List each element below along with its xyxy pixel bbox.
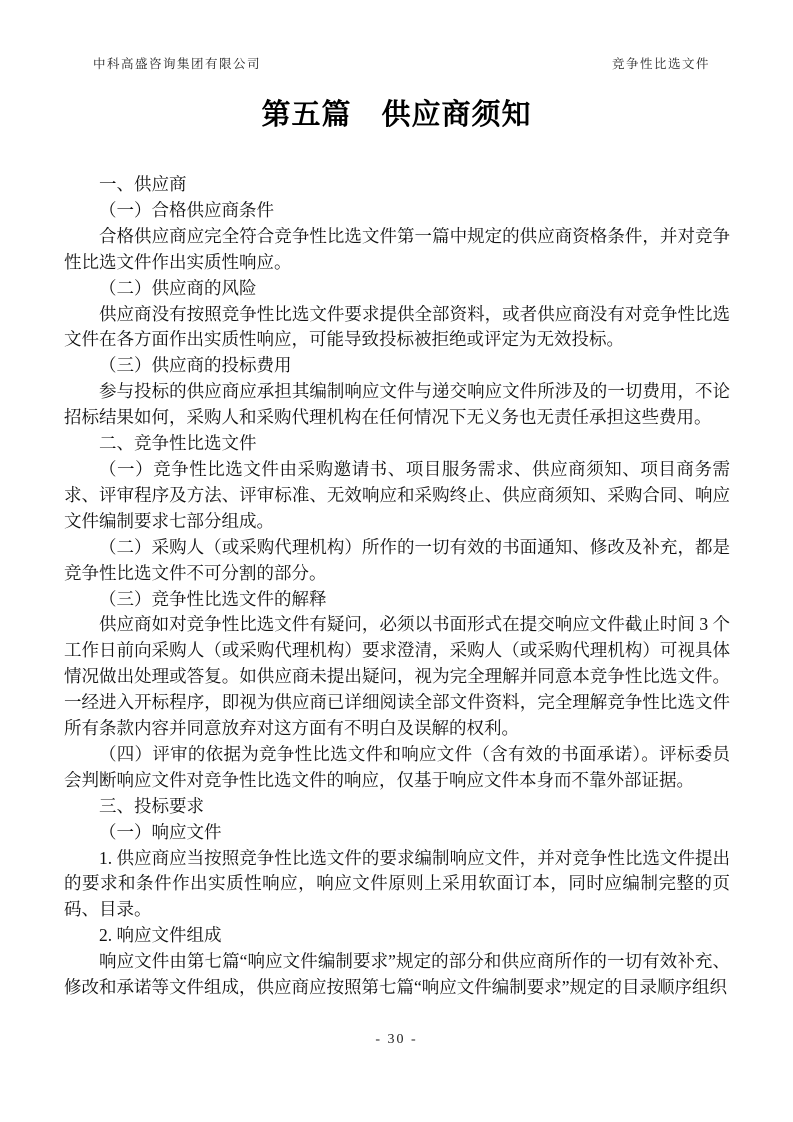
page-title: 第五篇 供应商须知 [261, 99, 532, 131]
header-doc-type: 竞争性比选文件 [611, 57, 710, 71]
body-paragraph: （四）评审的依据为竞争性比选文件和响应文件（含有效的书面承诺）。评标委员会判断响应文件对竞争性比选文件的响应，仅基于响应文件本身而不靠外部证据。 [64, 743, 730, 790]
body-paragraph: （一）合格供应商条件 [99, 199, 274, 220]
body-paragraph: （二）供应商的风险 [99, 277, 257, 298]
page-number: - 30 - [375, 1032, 418, 1047]
body-paragraph: （一）响应文件 [99, 821, 222, 842]
body-paragraph: （一）竞争性比选文件由采购邀请书、项目服务需求、供应商须知、项目商务需求、评审程序及方法、评审标准、无效响应和采购终止、供应商须知、采购合同、响应文件编制要求七部分组成。 [64, 458, 730, 531]
body-paragraph: 供应商没有按照竞争性比选文件要求提供全部资料，或者供应商没有对竞争性比选文件在各方面作出实质性响应，可能导致投标被拒绝或评定为无效投标。 [64, 303, 730, 350]
body-paragraph: 二、竞争性比选文件 [99, 433, 257, 454]
body-paragraph: 合格供应商应完全符合竞争性比选文件第一篇中规定的供应商资格条件，并对竞争性比选文件作出实质性响应。 [64, 225, 730, 272]
body-paragraph: 1. 供应商应当按照竞争性比选文件的要求编制响应文件，并对竞争性比选文件提出的要求和条件作出实质性响应，响应文件原则上采用软面订本，同时应编制完整的页码、目录。 [64, 847, 730, 920]
page-header [93, 54, 710, 72]
header-company-name: 中科高盛咨询集团有限公司 [93, 57, 262, 71]
body-paragraph: 参与投标的供应商应承担其编制响应文件与递交响应文件所涉及的一切费用，不论招标结果如何，采购人和采购代理机构在任何情况下无义务也无责任承担这些费用。 [64, 381, 730, 428]
body-paragraph: （三）供应商的投标费用 [99, 355, 292, 376]
page-footer [0, 1032, 793, 1048]
body-paragraph: 供应商如对竞争性比选文件有疑问，必须以书面形式在提交响应文件截止时间 3 个工作日前向采购人（或采购代理机构）要求澄清，采购人（或采购代理机构）可视具体情况做出处理或答复。如供应商未提出疑问，视为完全理解并同意本竞争性比选文件。一经进入开标程序，即视为供应商已详细阅读全部文件资料，完全理解竞争性比选文件所有条款内容并同意放弃对这方面有不明白及误解的权利。 [64, 614, 730, 739]
body-paragraph: 三、投标要求 [99, 795, 204, 816]
body-paragraph: 响应文件由第七篇“响应文件编制要求”规定的部分和供应商所作的一切有效补充、修改和承诺等文件组成，供应商应按照第七篇“响应文件编制要求”规定的目录顺序组织 [64, 951, 730, 998]
document-body [64, 172, 730, 1001]
body-paragraph: 一、供应商 [99, 174, 187, 194]
body-paragraph: 2. 响应文件组成 [99, 925, 222, 946]
body-paragraph: （三）竞争性比选文件的解释 [99, 588, 327, 609]
body-paragraph: （二）采购人（或采购代理机构）所作的一切有效的书面通知、修改及补充，都是竞争性比选文件不可分割的部分。 [64, 536, 730, 583]
